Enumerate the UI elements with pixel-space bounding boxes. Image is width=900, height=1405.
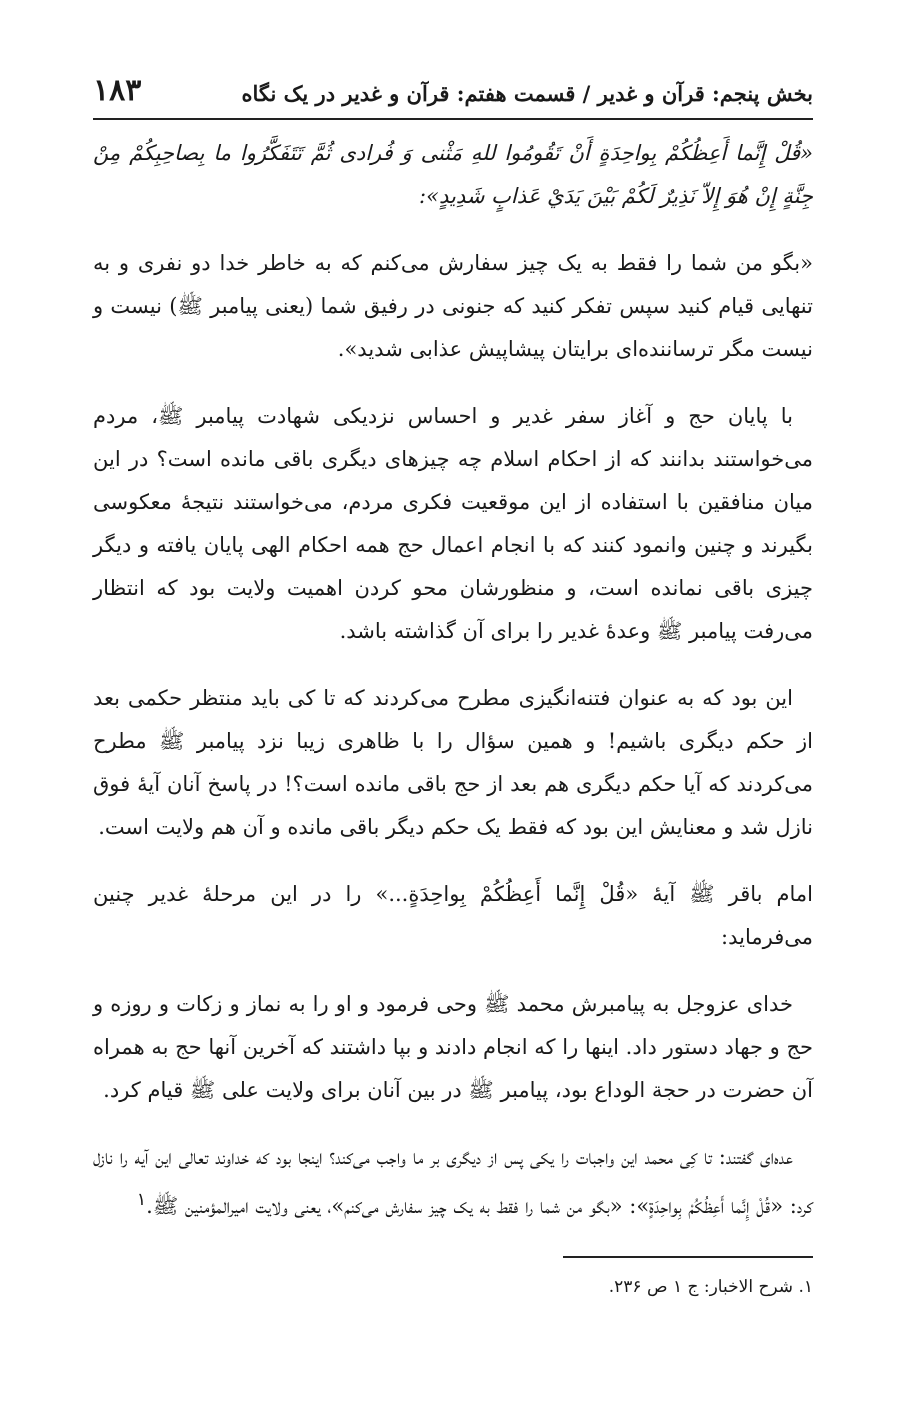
verse-translation: «بگو من شما را فقط به یک چیز سفارش می‌کنم که به خاطر خدا دو نفری و به تنهایی قیام کنید سپس تفکر کنید که جنونی در رفیق شما (یعنی پیامبر ﷺ) نیست و نیست مگر ترساننده‌ای برایتان پیشاپیش عذابی شدید». [93,251,813,361]
paragraph: این بود که به عنوان فتنه‌انگیزی مطرح می‌کردند که تا کی باید منتظر حکمی بعد از حکم دیگری باشیم! و همین سؤال را با ظاهری زیبا نزد پیامبر ﷺ مطرح می‌کردند که آیا حکم دیگری هم بعد از حج باقی مانده است؟! در پاسخ آنان آیهٔ فوق نازل شد و معنایش این بود که فقط یک حکم دیگر باقی مانده و آن هم ولایت است. [93,686,813,839]
paragraph: خدای عزوجل به پیامبرش محمد ﷺ وحی فرمود و او را به نماز و زکات و روزه و حج و جهاد دستور داد. اینها را که انجام دادند و بپا داشتند که آخرین آنها حج به همراه آن حضرت در حجة الوداع بود، پیامبر ﷺ در بین آنان برای ولایت علی ﷺ قیام کرد. [93,992,813,1102]
paragraph [93,1136,813,1228]
header-rule [93,118,813,120]
footnote: ۱. شرح الاخبار: ج ۱ ص ۲۳۶. [608,1277,813,1297]
paragraph: امام باقر ﷺ آیهٔ «قُلْ إِنَّما أَعِظُكُمْ بِواحِدَةٍ...» را در این مرحلهٔ غدیر چنین می‌فرماید: [93,882,813,949]
body-text [93,132,813,1252]
footnote-marker: ۱ [136,1190,147,1210]
paragraph-text: عده‌ای گفتند: تا کِی محمد این واجبات را یکی پس از دیگری بر ما واجب می‌کند؟ اینجا بود که خداوند تعالی این آیه را نازل کرد: «قُلْ إِنَّما أَعِظُكُمْ بِواحِدَةٍ»: «بگو من شما را فقط به یک چیز سفارش می‌کنم»، یعنی ولایت امیرالمؤمنین ﷺ. [93,1145,813,1218]
quran-verse: «قُلْ إِنَّما أَعِظُكُمْ بِواحِدَةٍ أَنْ تَقُومُوا للهِ مَثْنى وَ فُرادى ثُمَّ تَتَفَكَّرُوا ما بِصاحِبِكُمْ مِنْ جِنَّةٍ إِنْ هُوَ إِلاّ نَذِيرٌ لَكُمْ بَيْنَ يَدَيْ عَذابٍ شَدِيدٍ»: [93,141,813,208]
page-number: ۱۸۳ [93,73,142,108]
page-header [93,62,813,112]
paragraph: با پایان حج و آغاز سفر غدیر و احساس نزدیکی شهادت پیامبر ﷺ، مردم می‌خواستند بدانند که از احکام اسلام چه چیزهای دیگری باقی مانده است؟ در این میان منافقین با استفاده از این موقعیت فکری مردم، می‌خواستند نتیجهٔ معکوسی بگیرند و چنین وانمود کنند که با انجام اعمال حج همه احکام الهی پایان یافته و دیگر چیزی باقی نمانده است، و منظورشان محو کردن اهمیت ولایت بود که انتظار می‌رفت پیامبر ﷺ وعدهٔ غدیر را برای آن گذاشته باشد. [93,404,813,643]
book-page [93,0,813,1405]
running-head: بخش پنجم: قرآن و غدیر / قسمت هفتم: قرآن و غدیر در یک نگاه [241,81,813,106]
footnote-rule [563,1256,813,1258]
